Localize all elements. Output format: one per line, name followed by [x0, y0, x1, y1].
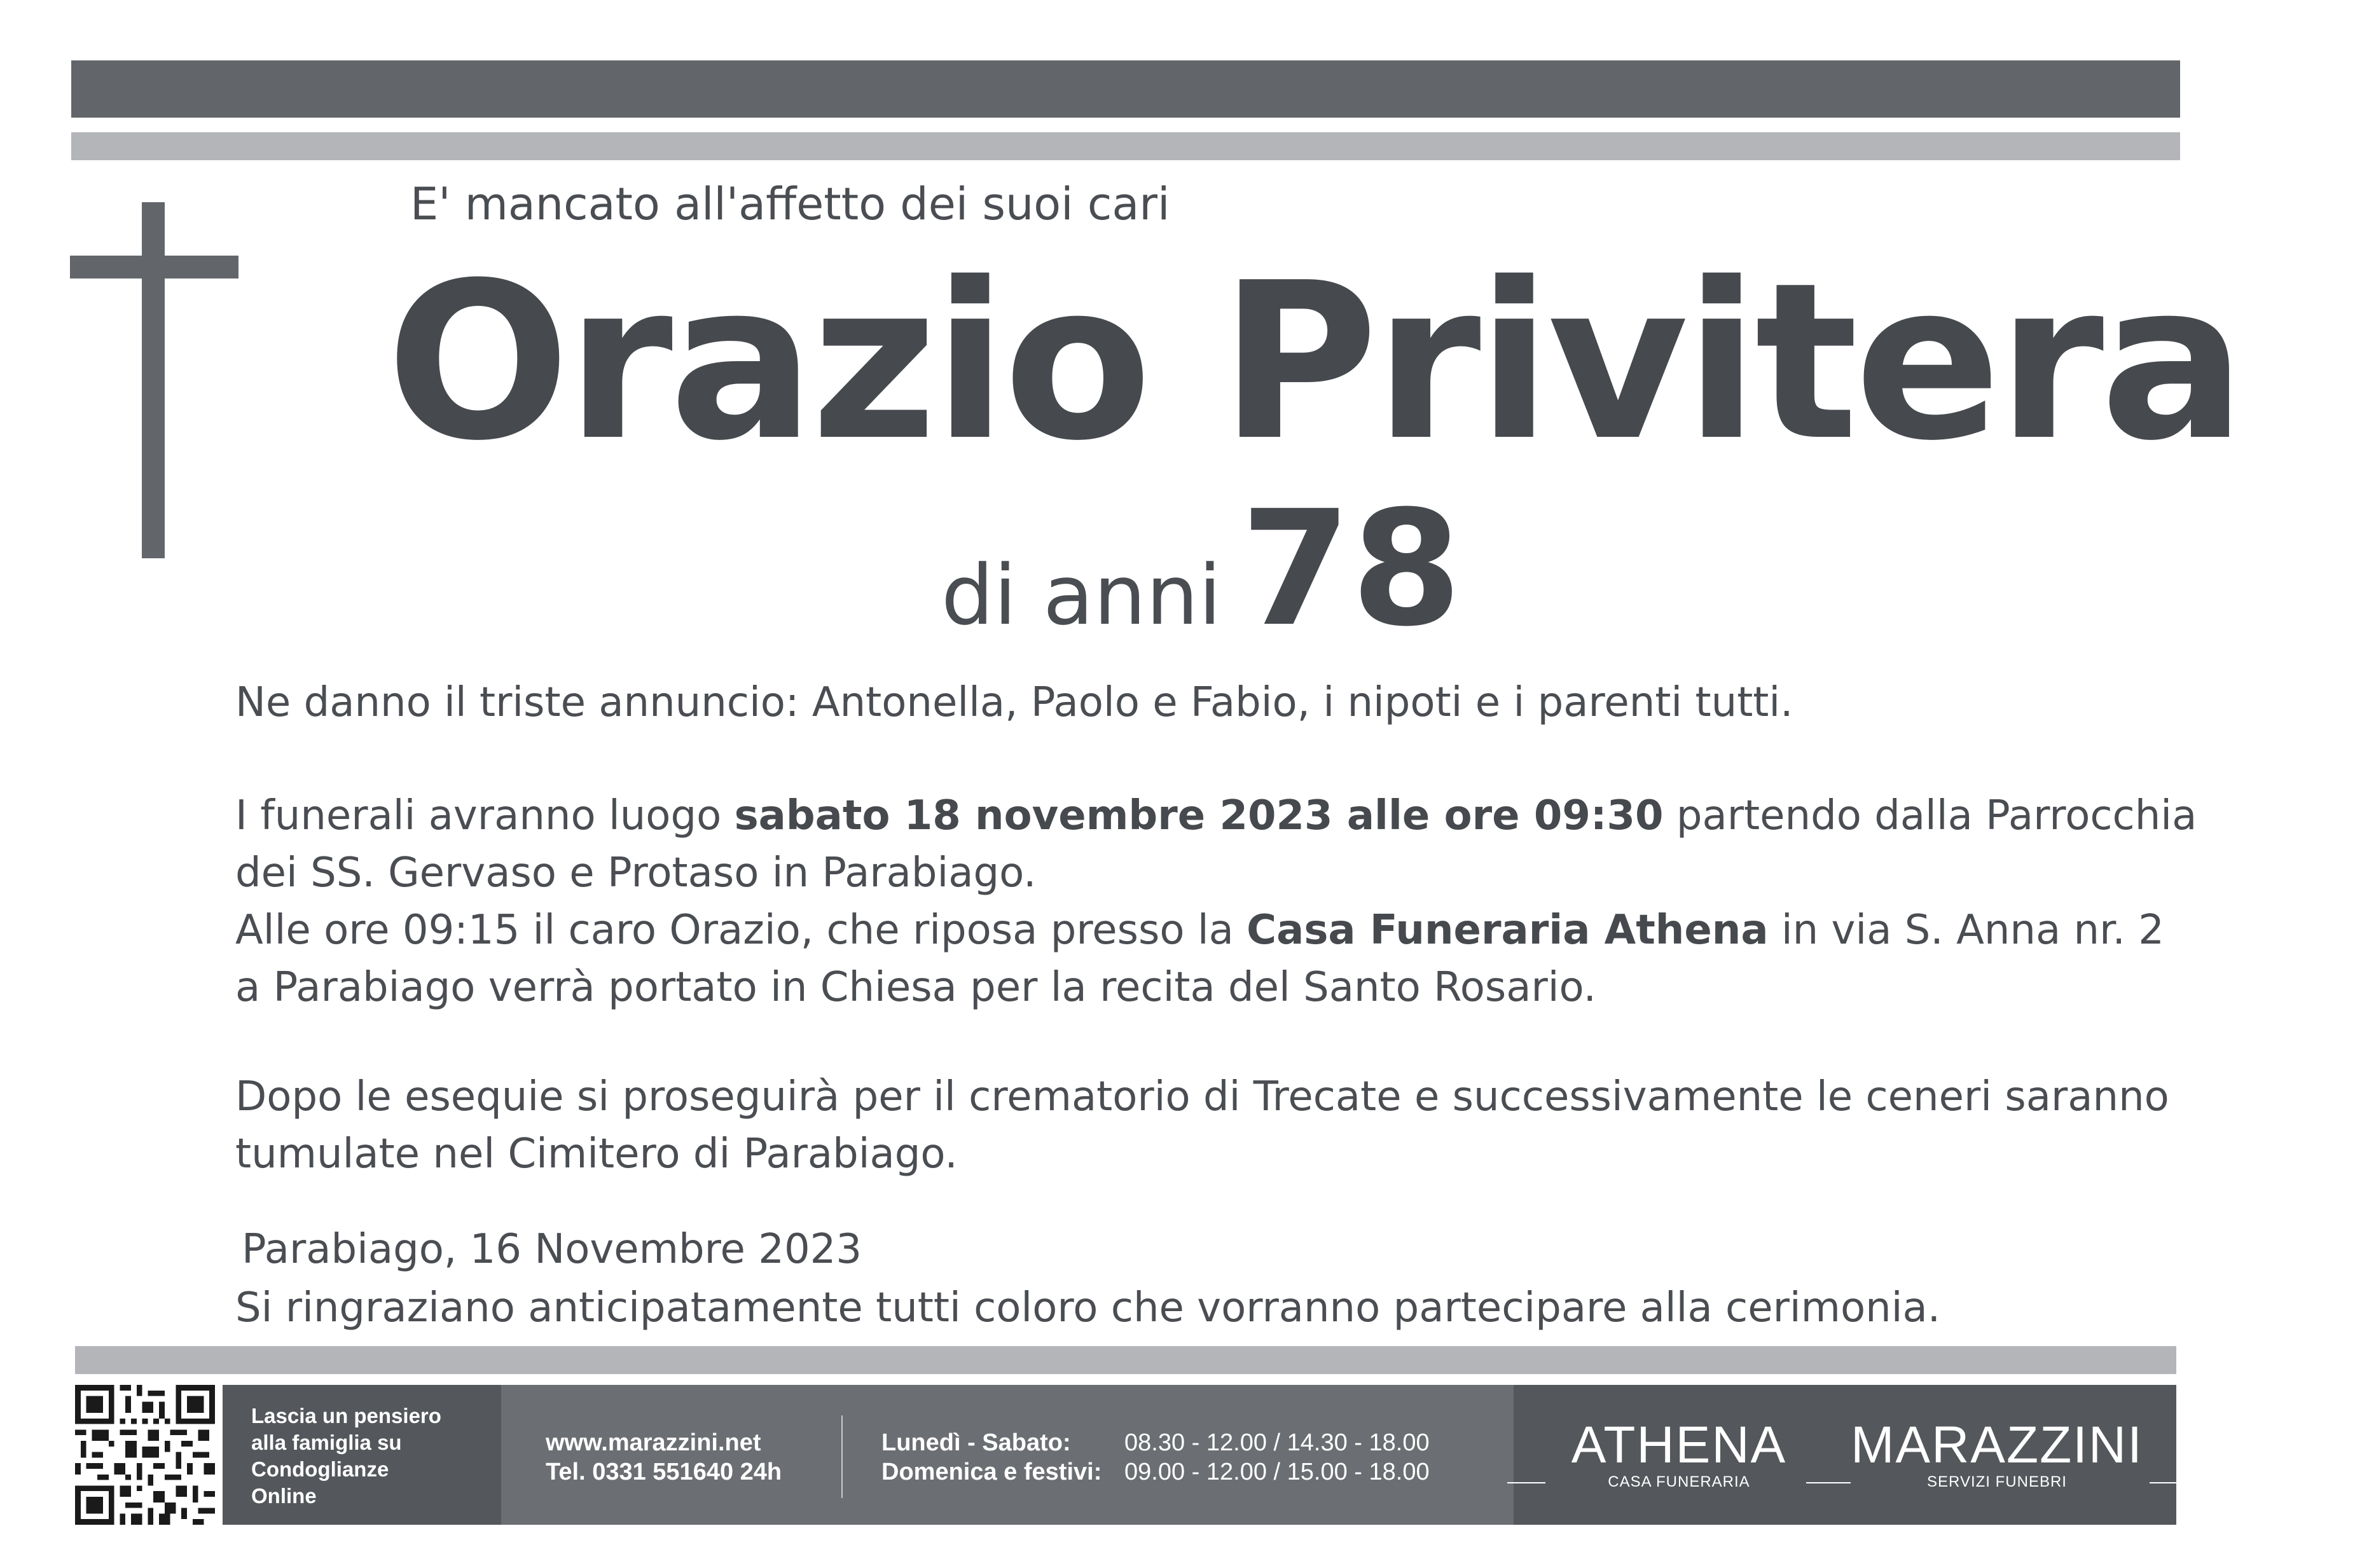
weekdays-label: Lunedì - Sabato: [881, 1429, 1071, 1456]
funeral-post: partendo dalla Parrocchia [1663, 792, 2197, 839]
age-line [941, 476, 1462, 661]
opening-hours [1124, 1428, 1430, 1487]
condolences-line-4: Online [251, 1484, 317, 1508]
cremation-line-1: Dopo le esequie si proseguirà per il crematorio di Trecate e successivamente le ceneri saranno [235, 1073, 2169, 1120]
condolences-online-box[interactable] [223, 1385, 501, 1525]
divider [841, 1415, 843, 1498]
holidays-label: Domenica e festivi: [881, 1459, 1102, 1485]
top-dark-band [71, 60, 2180, 118]
thanks-line: Si ringraziano anticipatamente tutti coloro che vorranno partecipare alla cerimonia. [235, 1284, 1941, 1331]
condolences-text [251, 1403, 441, 1510]
athena-logo-name: ATHENA [1571, 1416, 1787, 1474]
funeral-line [235, 787, 2197, 844]
rosary-line-2: a Parabiago verrà portato in Chiesa per la recita del Santo Rosario. [235, 964, 1596, 1011]
funeral-details [235, 787, 2197, 1016]
age-label: di anni [941, 547, 1222, 643]
funeral-date: sabato 18 novembre 2023 alle ore 09:30 [734, 792, 1664, 839]
holidays-hours: 09.00 - 12.00 / 15.00 - 18.00 [1124, 1459, 1430, 1485]
deceased-name [0, 237, 2355, 488]
funeral-line-2: dei SS. Gervaso e Protaso in Parabiago. [235, 849, 1037, 897]
bottom-light-band [75, 1346, 2176, 1374]
website-link[interactable]: www.marazzini.net [546, 1429, 761, 1456]
condolences-line-2: alla famiglia su [251, 1431, 402, 1454]
age-value: 78 [1240, 476, 1462, 661]
funeral-pre: I funerali avranno luogo [235, 792, 735, 839]
qr-code-icon[interactable] [75, 1385, 215, 1525]
top-light-band [71, 132, 2180, 160]
weekdays-hours: 08.30 - 12.00 / 14.30 - 18.00 [1124, 1429, 1430, 1456]
rosary-pre: Alle ore 09:15 il caro Orazio, che riposa presso la [235, 907, 1247, 954]
cremation-details [235, 1068, 2169, 1183]
funeral-home-name: Casa Funeraria Athena [1247, 907, 1769, 954]
athena-logo [1552, 1418, 1806, 1492]
condolences-line-1: Lascia un pensiero [251, 1404, 441, 1427]
place-date: Parabiago, 16 Novembre 2023 [242, 1226, 862, 1273]
intro-text: E' mancato all'affetto dei suoi cari [410, 178, 1170, 230]
marazzini-logo [1851, 1418, 2143, 1492]
condolences-line-3: Condoglianze [251, 1457, 389, 1481]
marazzini-logo-sub: SERVIZI FUNEBRI [1851, 1473, 2143, 1492]
marazzini-logo-name: MARAZZINI [1851, 1416, 2143, 1474]
cremation-line-2: tumulate nel Cimitero di Parabiago. [235, 1131, 958, 1178]
rosary-post: in via S. Anna nr. 2 [1768, 907, 2164, 954]
opening-days [881, 1428, 1102, 1487]
brands-box [1514, 1385, 2176, 1525]
contact-box [501, 1385, 1514, 1525]
athena-logo-sub: CASA FUNERARIA [1552, 1473, 1806, 1492]
phone-number[interactable]: Tel. 0331 551640 24h [546, 1459, 782, 1485]
deceased-name-text: Orazio Privitera [386, 237, 2242, 488]
rosary-line [235, 902, 2197, 959]
contact-info [546, 1428, 782, 1487]
announcement-family: Ne danno il triste annuncio: Antonella, Paolo e Fabio, i nipoti e i parenti tutti. [235, 679, 1793, 726]
